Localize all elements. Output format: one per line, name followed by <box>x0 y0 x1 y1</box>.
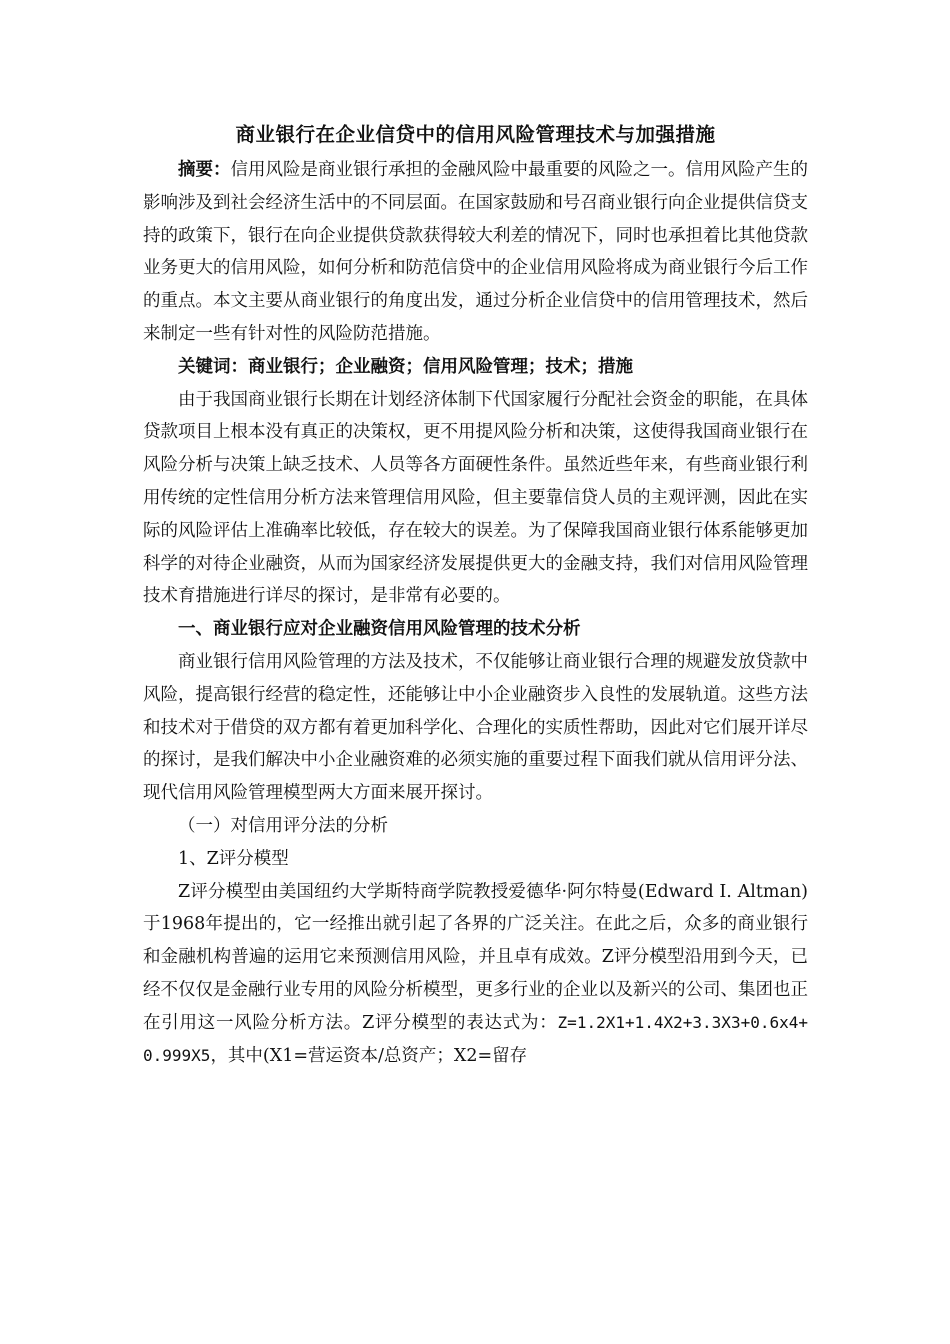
item-1-text-continued: ，其中(X1=营运资本/总资产；X2=留存 <box>210 1045 528 1066</box>
subsection-1-heading: （一）对信用评分法的分析 <box>178 815 388 836</box>
item-1-paragraph <box>143 876 808 1073</box>
keywords-line: 关键词：商业银行；企业融资；信用风险管理；技术；措施 <box>178 356 633 377</box>
item-1-heading: 1、Z评分模型 <box>178 848 289 869</box>
item-1-text: Z评分模型由美国纽约大学斯特商学院教授爱德华·阿尔特曼(Edward I. Altman)于1968年提出的，它一经推出就引起了各界的广泛关注。在此之后，众多的商业银行和金融机构普遍的运用它来预测信用风险，并且卓有成效。Z评分模型沿用到今天，已经不仅仅是金融行业专用的风险分析模型，更多行业的企业以及新兴的公司、集团也正在引用这一风险分析方法。Z评分模型的表达式为： <box>143 881 808 1033</box>
abstract-text: 信用风险是商业银行承担的金融风险中最重要的风险之一。信用风险产生的影响涉及到社会经济生活中的不同层面。在国家鼓励和号召商业银行向企业提供信贷支持的政策下，银行在向企业提供贷款获得较大利差的情况下，同时也承担着比其他贷款业务更大的信用风险，如何分析和防范信贷中的企业信用风险将成为商业银行今后工作的重点。本文主要从商业银行的角度出发，通过分析企业信贷中的信用管理技术，然后来制定一些有针对性的风险防范措施。 <box>143 160 808 344</box>
document-page <box>143 120 808 1072</box>
section-1-paragraph: 商业银行信用风险管理的方法及技术，不仅能够让商业银行合理的规避发放贷款中风险，提高银行经营的稳定性，还能够让中小企业融资步入良性的发展轨道。这些方法和技术对于借贷的双方都有着更加科学化、合理化的实质性帮助，因此对它们展开详尽的探讨，是我们解决中小企业融资难的必须实施的重要过程下面我们就从信用评分法、现代信用风险管理模型两大方面来展开探讨。 <box>143 651 808 804</box>
section-1-heading: 一、商业银行应对企业融资信用风险管理的技术分析 <box>178 619 581 640</box>
intro-paragraph: 由于我国商业银行长期在计划经济体制下代国家履行分配社会资金的职能，在具体贷款项目上根本没有真正的决策权，更不用提风险分析和决策，这使得我国商业银行在风险分析与决策上缺乏技术、人员等各方面硬性条件。虽然近些年来，有些商业银行利用传统的定性信用分析方法来管理信用风险，但主要靠信贷人员的主观评测，因此在实际的风险评估上准确率比较低，存在较大的误差。为了保障我国商业银行体系能够更加科学的对待企业融资，从而为国家经济发展提供更大的金融支持，我们对信用风险管理技术育措施进行详尽的探讨，是非常有必要的。 <box>143 389 808 607</box>
z-score-formula: Z=1.2X1+1.4X2+3.3X3+0.6x4+0.999X5 <box>143 1012 808 1065</box>
abstract-paragraph <box>143 154 808 351</box>
document-title: 商业银行在企业信贷中的信用风险管理技术与加强措施 <box>235 123 716 146</box>
abstract-label: 摘要： <box>178 160 231 180</box>
